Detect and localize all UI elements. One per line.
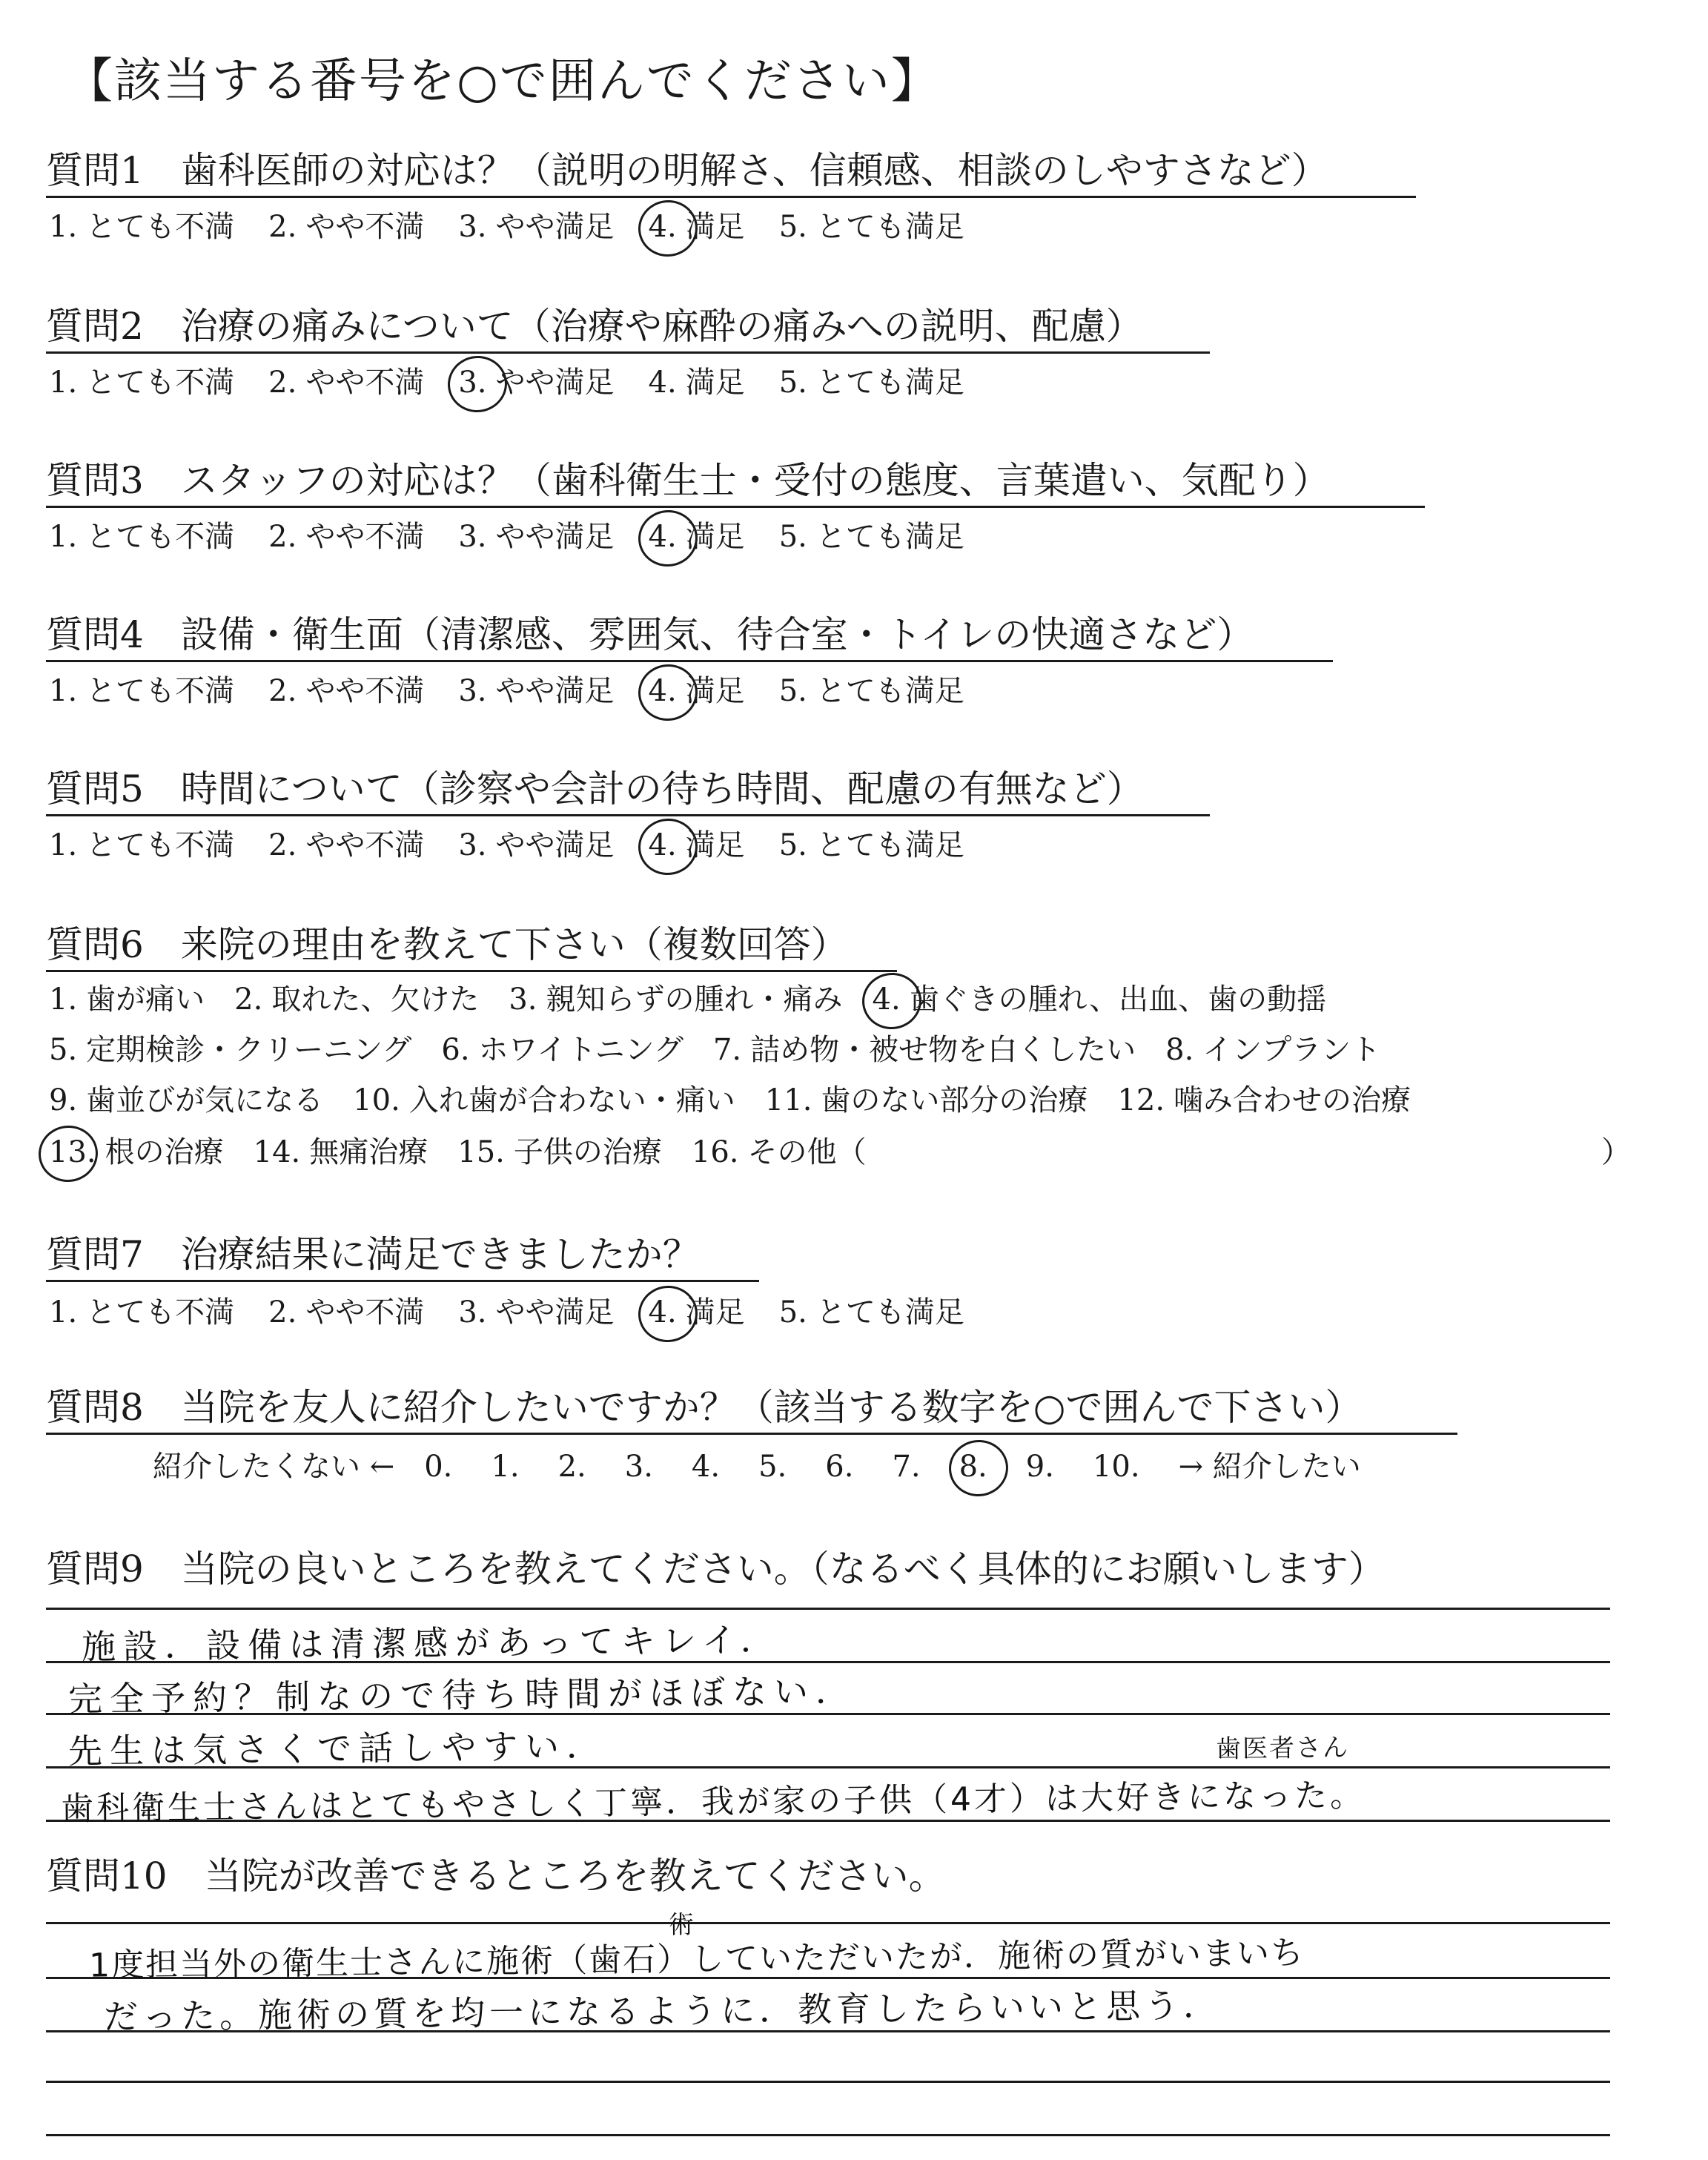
option-number: 7.	[892, 1450, 921, 1484]
option-number: 5.	[49, 1033, 78, 1067]
option-label: とても不満	[86, 366, 235, 400]
q1-underline	[46, 196, 1416, 198]
option-number: 0.	[424, 1450, 453, 1484]
option-label: とても満足	[815, 520, 964, 554]
option-number: 12.	[1117, 1083, 1165, 1117]
q10-rule	[46, 1922, 1610, 1924]
option-number: 15.	[457, 1135, 505, 1169]
option-label: 歯ぐきの腫れ、出血、歯の動揺	[909, 982, 1327, 1017]
q9-title: 質問9 当院の良いところを教えてください。（なるべく具体的にお願いします）	[46, 1548, 1386, 1591]
page-header: 【該当する番号を○で囲んでください】	[65, 54, 940, 109]
option-item	[649, 673, 745, 709]
option-number: 4.	[691, 1450, 721, 1484]
q6-title: 質問6 来院の理由を教えて下さい（複数回答）	[46, 923, 848, 966]
option-item	[779, 519, 964, 555]
option-label: 根の治療	[105, 1135, 224, 1169]
option-item	[649, 209, 745, 245]
option-item	[49, 828, 234, 863]
option-number: 10.	[353, 1083, 400, 1117]
option-number: 5.	[778, 1295, 807, 1330]
option-number: 1.	[49, 210, 78, 244]
q3-title: 質問3 スタッフの対応は？（歯科衛生士・受付の態度、言葉遣い、気配り）	[46, 459, 1330, 502]
q7-options	[49, 1295, 999, 1330]
option-item	[649, 519, 745, 555]
option-number: 10.	[1092, 1450, 1140, 1484]
option-label: 歯並びが気になる	[86, 1083, 324, 1117]
option-label: やや不満	[305, 674, 425, 708]
option-label: 歯のない部分の治療	[821, 1083, 1088, 1117]
option-item	[254, 1135, 428, 1170]
option-label: 歯が痛い	[86, 982, 205, 1017]
option-label: とても満足	[815, 828, 964, 862]
option-label: とても不満	[86, 674, 235, 708]
option-number: 2.	[268, 366, 297, 400]
option-item	[825, 1449, 862, 1484]
option-label: 親知らずの腫れ・痛み	[546, 982, 843, 1017]
option-number: 2.	[268, 1295, 297, 1330]
circled-option-number: 4.	[648, 828, 677, 862]
option-number: 11.	[764, 1083, 812, 1117]
option-label: やや満足	[495, 674, 615, 708]
option-item	[49, 209, 234, 245]
option-item	[758, 1449, 795, 1484]
option-item	[268, 828, 424, 863]
option-item	[268, 673, 424, 709]
circled-option-number: 3.	[458, 366, 487, 400]
q6-options-row4	[49, 1135, 896, 1170]
q8-title: 質問8 当院を友人に紹介したいですか？（該当する数字を○で囲んで下さい）	[46, 1386, 1363, 1429]
option-number: 5.	[778, 210, 807, 244]
q10-rule	[46, 2134, 1610, 2136]
option-item	[649, 828, 745, 863]
option-item	[234, 982, 479, 1017]
option-label: やや満足	[495, 520, 615, 554]
option-item	[491, 1449, 528, 1484]
q1-title: 質問1 歯科医師の対応は？（説明の明解さ、信頼感、相談のしやすさなど）	[46, 149, 1328, 192]
circled-option-number: 8.	[959, 1450, 987, 1484]
option-number: 5.	[778, 366, 807, 400]
option-item	[268, 519, 424, 555]
option-item	[49, 365, 234, 400]
option-number: 3.	[458, 674, 487, 708]
q6-options-row2	[49, 1032, 1410, 1068]
q7-underline	[46, 1280, 759, 1282]
circled-option-number: 4.	[648, 210, 677, 244]
circled-option-number: 4.	[648, 1295, 677, 1330]
option-item	[458, 209, 614, 245]
option-item	[458, 365, 614, 400]
q9-answer-line: 歯科衛生士さんはとてもやさしく丁寧．我が家の子供（4才）は大好きになった。	[60, 1776, 1366, 1829]
q10-answer-line: だった。施術の質を均一になるように．教育したらいいと思う．	[103, 1985, 1222, 2037]
option-item	[1165, 1032, 1380, 1068]
option-item	[1117, 1083, 1411, 1118]
q2-options	[49, 365, 999, 400]
option-item	[1093, 1449, 1149, 1484]
circled-option-number: 13.	[49, 1135, 96, 1169]
option-number: 5.	[778, 520, 807, 554]
option-item	[1026, 1449, 1063, 1484]
option-label: 満足	[685, 1295, 745, 1330]
option-label: やや不満	[305, 520, 425, 554]
option-label: 噛み合わせの治療	[1174, 1083, 1411, 1117]
option-number: 3.	[458, 1295, 487, 1330]
option-number: 2.	[268, 520, 297, 554]
option-item	[892, 1449, 929, 1484]
option-label: やや満足	[495, 1295, 615, 1330]
option-item	[424, 1449, 461, 1484]
option-label: 子供の治療	[513, 1135, 662, 1169]
option-label: 満足	[685, 366, 745, 400]
q4-title: 質問4 設備・衛生面（清潔感、雰囲気、待合室・トイレの快適さなど）	[46, 613, 1254, 656]
option-label: その他（	[747, 1135, 867, 1169]
option-label: 満足	[685, 828, 745, 862]
option-item	[49, 519, 234, 555]
option-label: 詰め物・被せ物を白くしたい	[750, 1033, 1136, 1067]
q4-options	[49, 673, 999, 709]
option-label: とても満足	[815, 366, 964, 400]
option-number: 6.	[441, 1033, 470, 1067]
option-item	[49, 673, 234, 709]
q8-right-label: → 紹介したい	[1178, 1450, 1361, 1484]
q9-answer-line: 完全予約？制なので待ち時間がほぼない．	[67, 1671, 858, 1720]
option-number: 3.	[458, 210, 487, 244]
option-label: インプラント	[1202, 1033, 1381, 1067]
q9-annotation: 歯医者さん	[1215, 1733, 1350, 1764]
option-number: 2.	[234, 982, 263, 1017]
option-label: やや不満	[305, 210, 425, 244]
q10-title: 質問10 当院が改善できるところを教えてください。	[46, 1855, 946, 1898]
option-item	[692, 1449, 729, 1484]
option-label: 満足	[685, 674, 745, 708]
option-item	[49, 1032, 411, 1068]
q3-underline	[46, 506, 1425, 508]
option-label: とても満足	[815, 210, 964, 244]
option-number: 9.	[49, 1083, 78, 1117]
option-number: 1.	[49, 982, 78, 1017]
circled-option-number: 4.	[648, 674, 677, 708]
q1-options	[49, 209, 999, 245]
option-item	[713, 1032, 1136, 1068]
q4-underline	[46, 660, 1333, 662]
q5-title: 質問5 時間について（診察や会計の待ち時間、配慮の有無など）	[46, 767, 1144, 810]
option-number: 7.	[712, 1033, 742, 1067]
option-label: とても不満	[86, 210, 235, 244]
circled-option-number: 4.	[648, 520, 677, 554]
option-label: やや不満	[305, 366, 425, 400]
q7-title: 質問7 治療結果に満足できましたか？	[46, 1233, 700, 1276]
q2-title: 質問2 治療の痛みについて（治療や麻酔の痛みへの説明、配慮）	[46, 305, 1143, 348]
q5-underline	[46, 814, 1210, 816]
q8-left-label: 紹介したくない ←	[153, 1450, 395, 1484]
option-number: 5.	[758, 1450, 787, 1484]
option-number: 3.	[509, 982, 537, 1017]
option-number: 2.	[268, 674, 297, 708]
option-number: 1.	[49, 1295, 78, 1330]
option-item	[458, 519, 614, 555]
option-item	[49, 1083, 323, 1118]
option-label: やや不満	[305, 828, 425, 862]
option-number: 2.	[268, 210, 297, 244]
q6-other-close: ）	[1601, 1135, 1631, 1169]
q2-underline	[46, 351, 1210, 354]
option-item	[458, 828, 614, 863]
q10-annotation: 術	[668, 1909, 696, 1941]
option-item	[779, 1295, 964, 1330]
option-number: 6.	[825, 1450, 854, 1484]
option-number: 8.	[1165, 1033, 1194, 1067]
option-item	[779, 673, 964, 709]
option-number: 14.	[253, 1135, 301, 1169]
option-item	[458, 673, 614, 709]
option-item	[649, 1295, 745, 1330]
option-number: 2.	[557, 1450, 586, 1484]
option-item	[873, 982, 1327, 1017]
option-label: とても不満	[86, 1295, 235, 1330]
option-number: 1.	[491, 1450, 520, 1484]
q10-answer-line: 1度担当外の衛生士さんに施術（歯石）していただいたが．施術の質がいまいち	[88, 1934, 1305, 1985]
option-label: 取れた、欠けた	[271, 982, 480, 1017]
option-number: 5.	[778, 674, 807, 708]
option-number: 9.	[1025, 1450, 1054, 1484]
option-item	[458, 1295, 614, 1330]
option-label: とても不満	[86, 520, 235, 554]
q8-underline	[46, 1433, 1457, 1435]
option-item	[49, 1295, 234, 1330]
option-label: とても満足	[815, 1295, 964, 1330]
option-item	[765, 1083, 1088, 1118]
q9-rule	[46, 1608, 1610, 1610]
option-number: 1.	[49, 674, 78, 708]
option-item	[558, 1449, 595, 1484]
option-item	[268, 209, 424, 245]
option-item	[779, 365, 964, 400]
q8-scale	[153, 1449, 1361, 1484]
option-number: 5.	[778, 828, 807, 862]
q5-options	[49, 828, 999, 863]
option-number: 1.	[49, 520, 78, 554]
option-label: やや満足	[495, 828, 615, 862]
option-number: 16.	[691, 1135, 739, 1169]
option-label: やや不満	[305, 1295, 425, 1330]
option-number: 3.	[458, 520, 487, 554]
q9-answer-line: 施設．設備は清潔感があってキレイ．	[81, 1619, 782, 1667]
option-label: とても満足	[815, 674, 964, 708]
option-item	[457, 1135, 662, 1170]
option-label: やや満足	[495, 366, 615, 400]
q6-options-row1	[49, 982, 1356, 1017]
option-label: とても不満	[86, 828, 235, 862]
q6-options-row3	[49, 1083, 1440, 1118]
circled-option-number: 4.	[872, 982, 901, 1017]
q9-answer-line: 先生は気さくで話しやすい．	[67, 1725, 609, 1771]
option-item	[49, 982, 205, 1017]
option-number: 3.	[458, 828, 487, 862]
option-item	[268, 1295, 424, 1330]
option-label: 満足	[685, 210, 745, 244]
option-item	[268, 365, 424, 400]
option-item	[353, 1083, 735, 1118]
q3-options	[49, 519, 999, 555]
option-label: 無痛治療	[309, 1135, 428, 1169]
option-number: 1.	[49, 828, 78, 862]
option-item	[959, 1449, 996, 1484]
option-item	[509, 982, 842, 1017]
option-item	[649, 365, 745, 400]
option-item	[625, 1449, 662, 1484]
option-number: 4.	[648, 366, 677, 400]
option-label: やや満足	[495, 210, 615, 244]
option-label: 満足	[685, 520, 745, 554]
option-item	[779, 209, 964, 245]
q6-underline	[46, 970, 897, 972]
option-number: 2.	[268, 828, 297, 862]
option-item	[692, 1135, 867, 1170]
option-label: 定期検診・クリーニング	[86, 1033, 412, 1067]
option-number: 3.	[624, 1450, 653, 1484]
option-label: 入れ歯が合わない・痛い	[408, 1083, 735, 1117]
option-item	[779, 828, 964, 863]
q10-rule	[46, 2081, 1610, 2083]
option-label: ホワイトニング	[478, 1033, 683, 1067]
option-item	[441, 1032, 683, 1068]
option-item	[49, 1135, 224, 1170]
option-number: 1.	[49, 366, 78, 400]
